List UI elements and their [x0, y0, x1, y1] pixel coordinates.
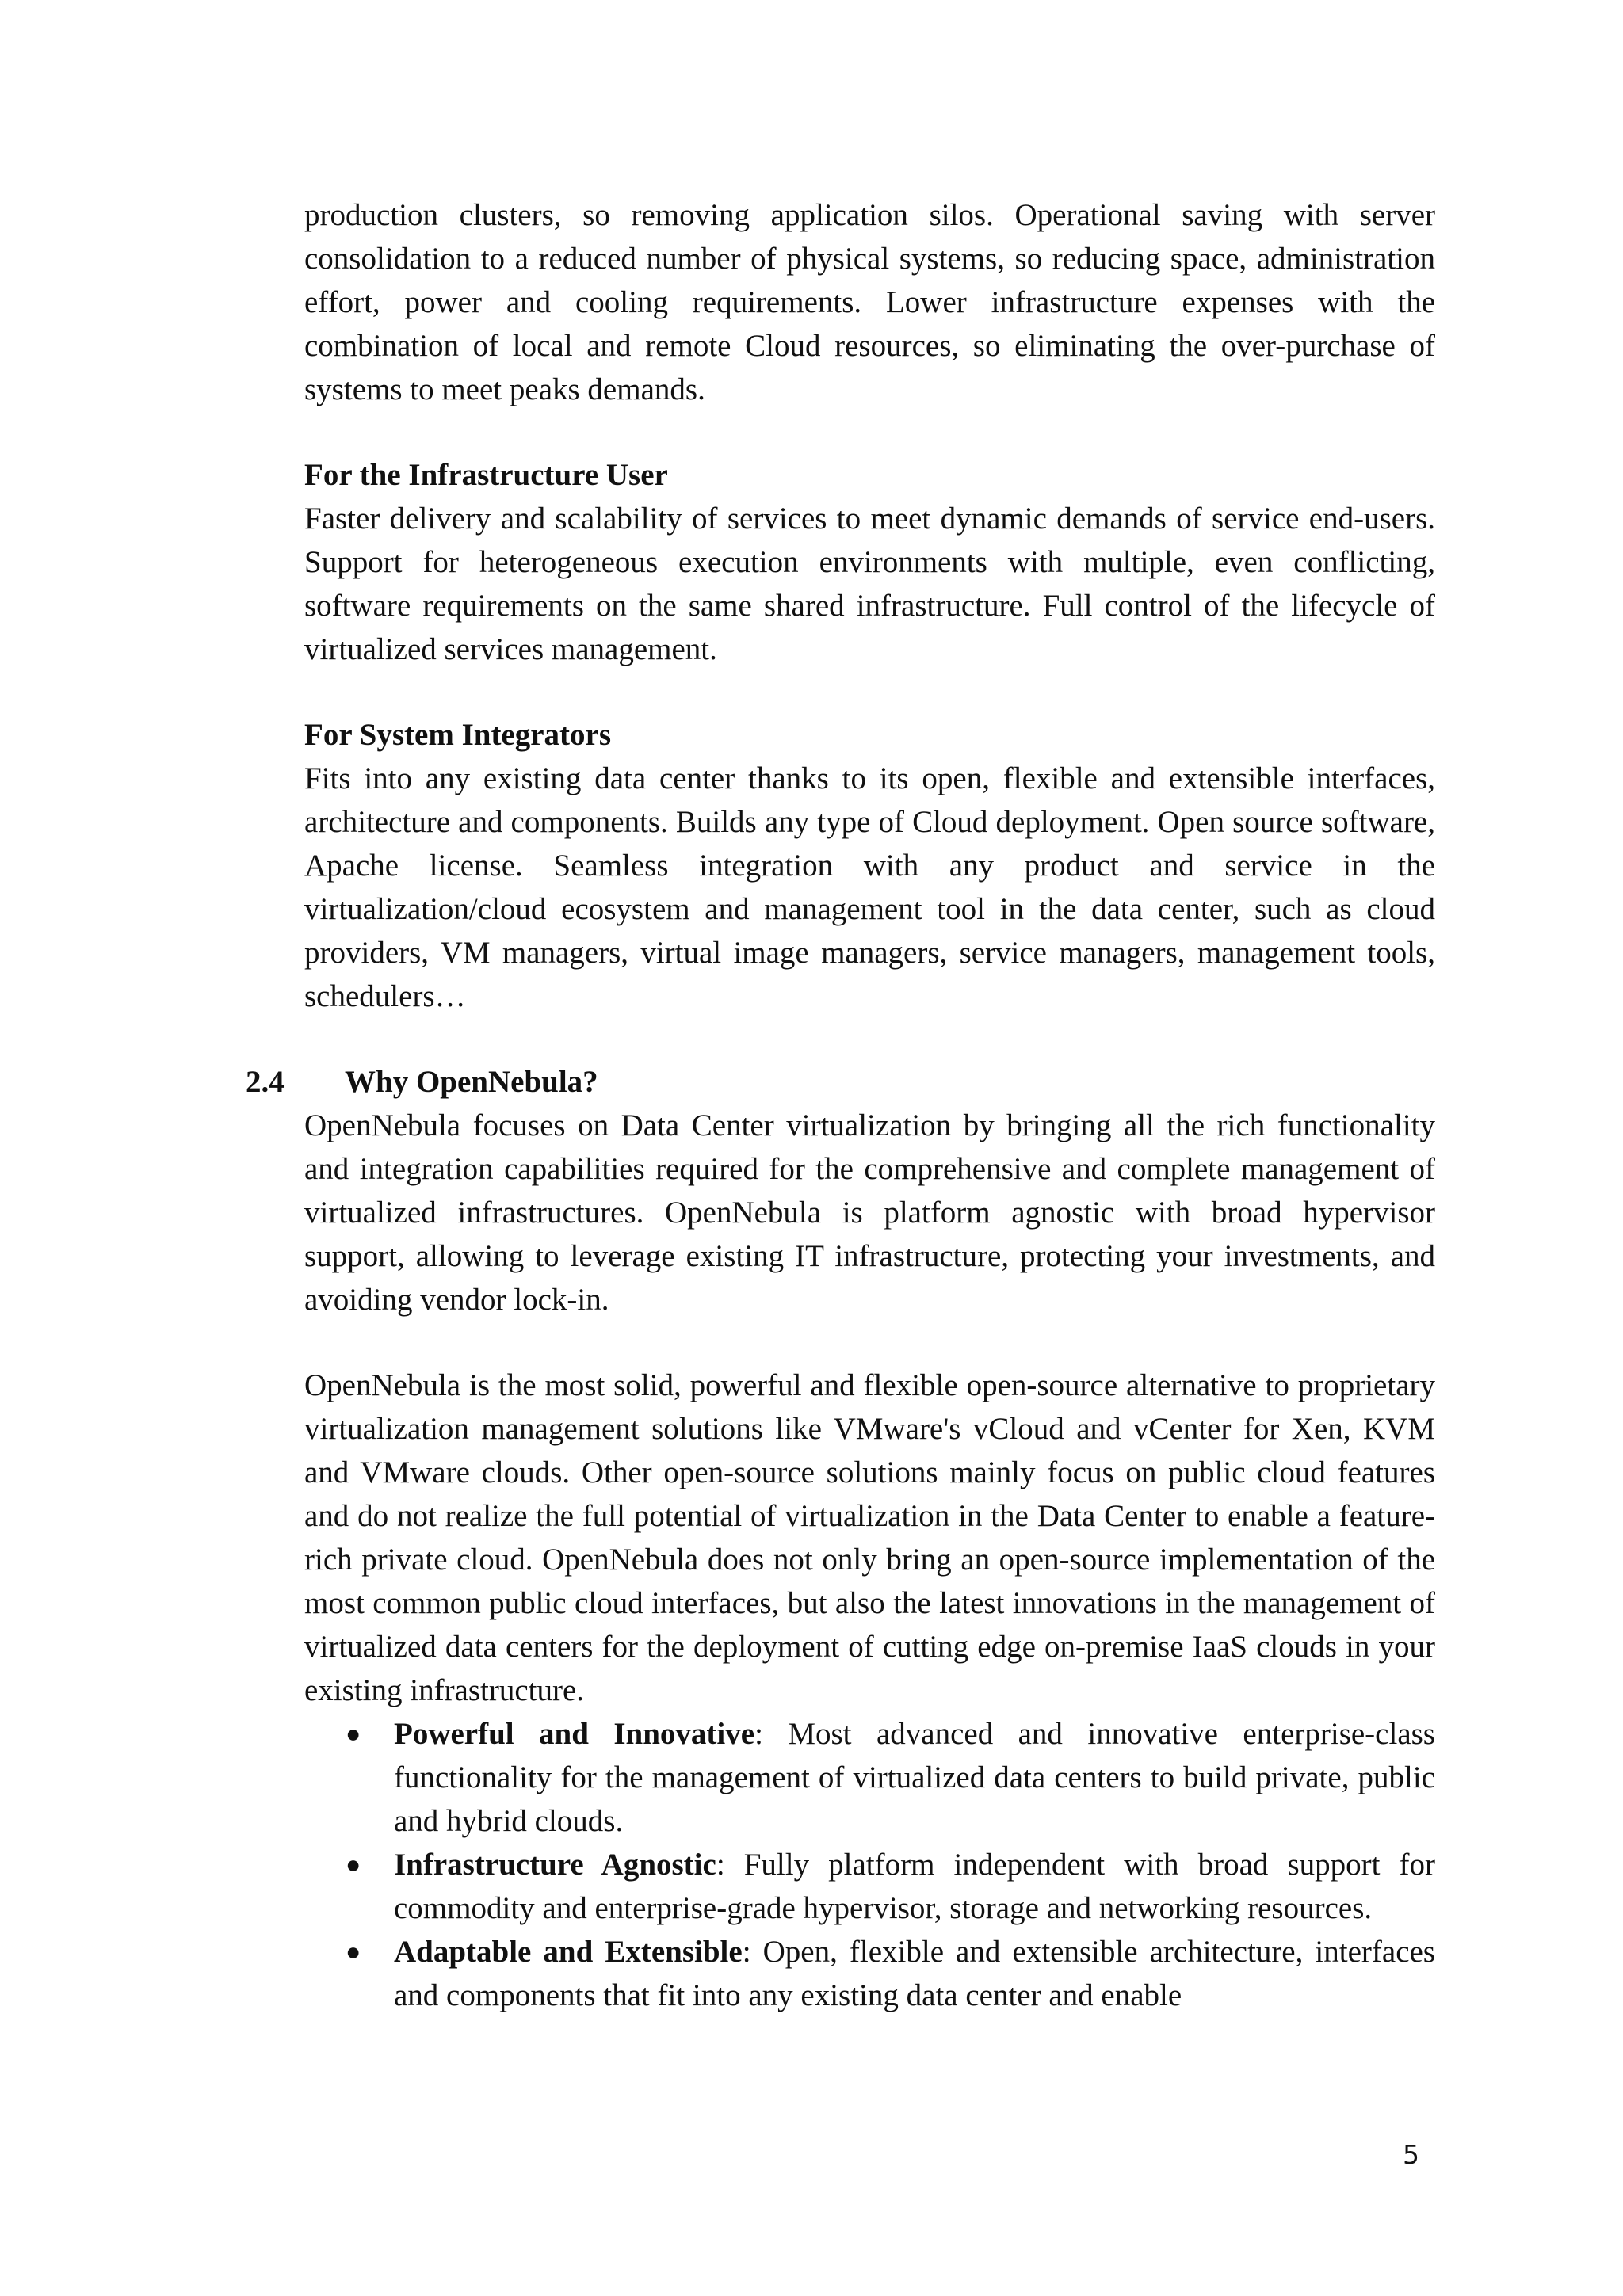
list-item-term: Adaptable and Extensible: [394, 1935, 743, 1969]
list-item-description: : Most advanced and innovative enterprise-class functionality for the management of virtualized data centers to build private, public and hybrid clouds.: [394, 1717, 1435, 1838]
list-item: [304, 1712, 1435, 1843]
infrastructure-user-paragraph: Faster delivery and scalability of services to meet dynamic demands of service end-users. Support for heterogeneous execution environments with multiple, even conflicting, software requirements on the same shared infrastructure. Full control of the lifecycle of virtualized services management.: [304, 502, 1435, 666]
section-paragraph-2: OpenNebula is the most solid, powerful and flexible open-source alternative to proprietary virtualization management solutions like VMware's vCloud and vCenter for Xen, KVM and VMware clouds. Other open-source solutions mainly focus on public cloud features and do not realize the full potential of virtualization in the Data Center to enable a feature-rich private cloud. OpenNebula does not only bring an open-source implementation of the most common public cloud interfaces, but also the latest innovations in the management of virtualized data centers for the deployment of cutting edge on-premise IaaS clouds in your existing infrastructure.: [304, 1368, 1435, 1707]
section-paragraph-1: OpenNebula focuses on Data Center virtualization by bringing all the rich functionality and integration capabilities required for the comprehensive and complete management of virtualized infrastructures. OpenNebula is platform agnostic with broad hypervisor support, allowing to leverage existing IT infrastructure, protecting your investments, and avoiding vendor lock-in.: [304, 1108, 1435, 1317]
list-item-text: [394, 1930, 1435, 2017]
paragraph-gap: [304, 411, 1435, 453]
section-heading: [246, 1060, 1435, 1104]
list-item: [304, 1930, 1435, 2017]
paragraph-gap: [304, 671, 1435, 713]
paragraph-gap: [304, 1322, 1435, 1363]
list-item-text: [394, 1712, 1435, 1843]
paragraph-gap: [304, 1018, 1435, 1060]
system-integrators-heading: For System Integrators: [304, 718, 612, 752]
section-number: 2.4: [246, 1065, 285, 1099]
bullet-icon: ●: [346, 1850, 361, 1878]
list-item-term: Infrastructure Agnostic: [394, 1848, 716, 1882]
page-number: 5: [1403, 2139, 1419, 2170]
list-item-description: : Fully platform independent with broad support for commodity and enterprise-grade hypervisor, storage and networking resources.: [394, 1848, 1436, 1925]
bullet-icon: ●: [346, 1937, 361, 1966]
section-title: Why OpenNebula?: [345, 1065, 598, 1099]
system-integrators-paragraph: Fits into any existing data center thanks to its open, flexible and extensible interfaces, architecture and components. Builds any type of Cloud deployment. Open source software, Apache license. Seamless integration with any product and service in the virtualization/cloud ecosystem and management tool in the data center, such as cloud providers, VM managers, virtual image managers, service managers, management tools, schedulers…: [304, 761, 1435, 1013]
list-item: [304, 1843, 1435, 1930]
list-item-description: : Open, flexible and extensible architecture, interfaces and components that fit into any existing data center and enable: [394, 1935, 1435, 2012]
list-item-text: [394, 1843, 1435, 1930]
infrastructure-user-heading: For the Infrastructure User: [304, 458, 668, 492]
bullet-icon: ●: [346, 1719, 361, 1748]
document-body: [246, 193, 1436, 2017]
intro-paragraph: production clusters, so removing application silos. Operational saving with server consolidation to a reduced number of physical systems, so reducing space, administration effort, power and cooling requirements. Lower infrastructure expenses with the combination of local and remote Cloud resources, so eliminating the over-purchase of systems to meet peaks demands.: [304, 198, 1435, 406]
list-item-term: Powerful and Innovative: [394, 1717, 755, 1751]
feature-list: [304, 1712, 1435, 2017]
